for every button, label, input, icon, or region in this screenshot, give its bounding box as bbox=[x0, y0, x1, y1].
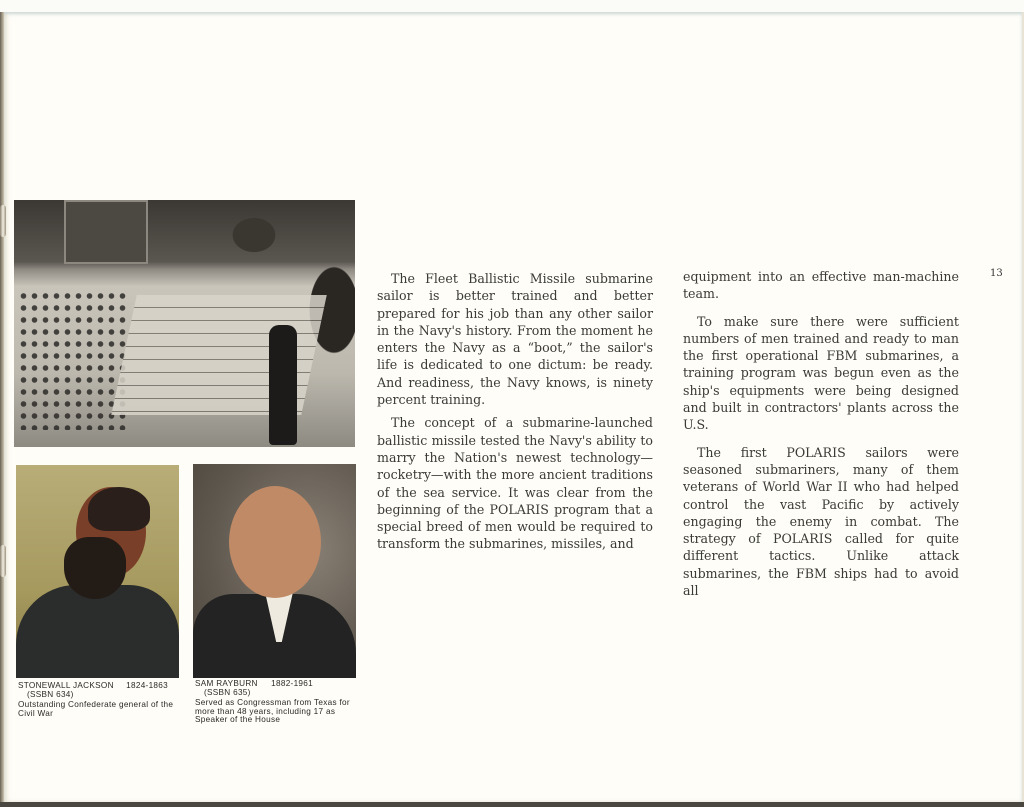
portrait-hair bbox=[88, 487, 150, 531]
paragraph: The first POLARIS sailors were seasoned submariners, many of them veterans of World War II who had helped control the vast Pacific by actively engaging the enemy in combat. The strategy of POLARIS called for quite different tactics. Unlike attack submarines, the FBM ships had to avoid all bbox=[683, 444, 959, 599]
jackson-caption bbox=[18, 682, 178, 718]
caption-years: 1882-1961 bbox=[271, 679, 313, 688]
jackson-portrait bbox=[16, 465, 179, 678]
caption-hull-number: (SSBN 635) bbox=[204, 687, 251, 697]
staple-top bbox=[0, 205, 6, 237]
text-column-2 bbox=[683, 268, 959, 605]
caption-name: STONEWALL JACKSON bbox=[18, 681, 114, 690]
scan-bottom-edge bbox=[0, 802, 1024, 807]
portrait-head bbox=[229, 486, 321, 598]
paragraph: The Fleet Ballistic Missile submarine sailor is better trained and better prepared for his job than any other sailor in the Navy's history. From the moment he enters the Navy as a “boot,” the sailor's life is dedicated to one dictum: be ready. And readiness, the Navy knows, is ninety percent training. bbox=[377, 271, 653, 408]
caption-hull-number: (SSBN 634) bbox=[27, 689, 74, 699]
portrait-uniform bbox=[16, 585, 179, 678]
console-equipment-box bbox=[64, 200, 148, 264]
paragraph: The concept of a submarine-launched ballistic missile tested the Navy's ability to marry the Nation's newest technology—rocketry—with the more ancient traditions of the sea service. It was clear from the beginning of the POLARIS program that a special breed of men would be required to transform the submarines, missiles, and bbox=[377, 415, 653, 552]
paragraph: To make sure there were sufficient numbers of men trained and ready to man the first operational FBM submarines, a training program was begun even as the ship's equipments were being designed and built in contractors' plants across the U.S. bbox=[683, 313, 959, 433]
paragraph-continued: equipment into an effective man-machine team. bbox=[683, 269, 959, 302]
console-photo bbox=[14, 200, 355, 447]
caption-description: Outstanding Confederate general of the Civil War bbox=[18, 700, 174, 718]
binding-edge bbox=[0, 12, 4, 802]
staple-bottom bbox=[0, 545, 6, 577]
caption-description: Served as Congressman from Texas for more than 48 years, including 17 as Speaker of the House bbox=[195, 698, 350, 725]
caption-years: 1824-1863 bbox=[126, 681, 168, 690]
portrait-beard bbox=[64, 537, 126, 599]
rayburn-portrait bbox=[193, 464, 356, 678]
rayburn-caption bbox=[195, 680, 353, 725]
text-column-1 bbox=[377, 270, 653, 559]
caption-name: SAM RAYBURN bbox=[195, 679, 258, 688]
scan-top-margin bbox=[0, 0, 1024, 12]
microphone bbox=[269, 325, 297, 445]
page-number: 13 bbox=[990, 268, 1003, 279]
